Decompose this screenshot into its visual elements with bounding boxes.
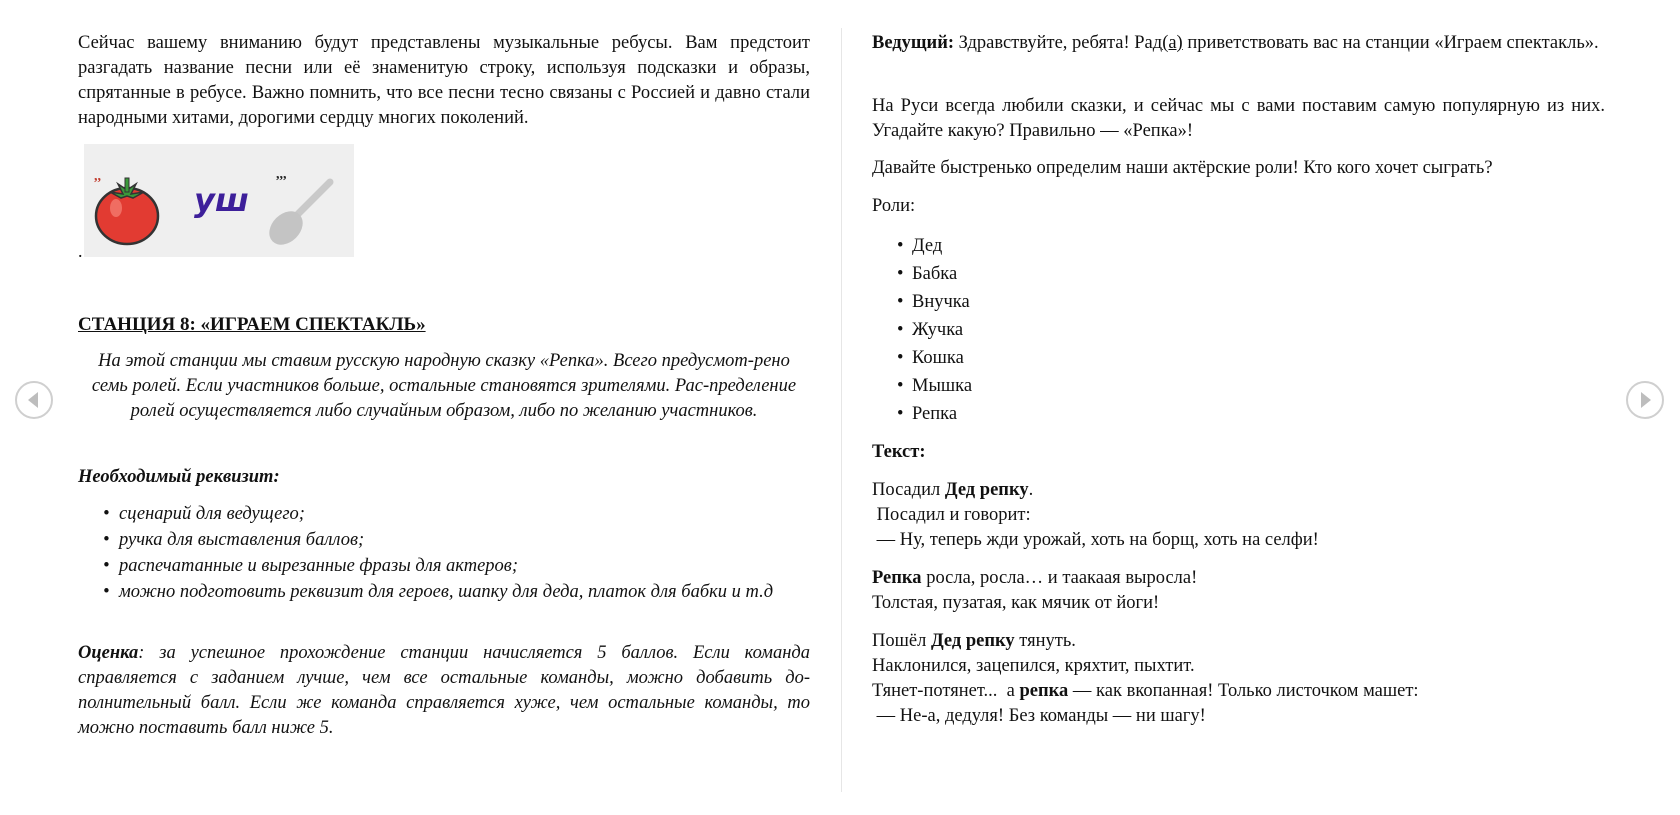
list-item: • можно подготовить реквизит для героев, шапку для деда, платок для бабки и т.д [78,580,810,605]
rebus-image [78,144,354,261]
script-text: Пошёл [872,631,931,651]
station-heading: СТАНЦИЯ 8: «ИГРАЕМ СПЕКТАКЛЬ» [78,314,426,335]
script-line [872,629,1419,654]
requisite-list [78,502,810,606]
script-block-3 [872,629,1419,729]
chevron-right-icon [1628,383,1662,417]
script-text: Тянет-потянет... а [872,681,1020,701]
list-item: • Кошка [872,344,972,372]
script-line: — Ну, теперь жди урожай, хоть на борщ, хоть на селфи! [872,530,1319,550]
chevron-left-icon [17,383,51,417]
script-text: тянуть. [1014,631,1076,651]
fairy-tale-paragraph: На Руси всегда любили сказки, и сейчас мы с вами поставим самую популярную из них. Угадайте какую? Правильно — «Репка»! [872,96,1605,141]
rebus-quote-2: ,,, [276,167,287,182]
script-line: Посадил и говорит: [872,505,1031,525]
script-bold: Дед репку [944,480,1029,500]
script-bold: репка [1019,681,1069,701]
rebus-text: уш [194,181,249,219]
list-item: • ручка для выставления баллов; [78,528,810,553]
intro-paragraph: Сейчас вашему вниманию будут представлены музыкальные ребусы. Вам предстоит разгадать название песни или её знаменитую строку, используя подсказки и образы, спрятанные в ребусе. Важно помнить, что все песни тесно связаны с Россией и давно стали народными хитами, дорогими сердцу многих поколений. [78,33,810,128]
grade-text: : за успешное прохождение станции начисляется 5 баллов. Если команда справляется с заданием лучше, чем все остальные команды, можно добавить до-полнительный балл. Если же команда справляется хуже, чем остальные команды, то можно поставить балл ниже 5. [78,643,810,738]
list-item: • сценарий для ведущего; [78,502,810,527]
requisite-title: Необходимый реквизит: [78,467,280,487]
script-line [872,679,1419,704]
tomato-icon [92,174,162,246]
list-item: • Жучка [872,316,972,344]
script-text: Посадил [872,480,945,500]
roles-title: Роли: [872,196,916,216]
text-title: Текст: [872,442,926,462]
script-bold: Репка [872,568,922,588]
roles-list [872,232,972,428]
spoon-icon [264,170,344,250]
roles-prompt: Давайте быстренько определим наши актёрские роли! Кто кого хочет сыграть? [872,158,1493,178]
host-text-cont: приветствовать вас на станции «Играем спектакль». [1182,33,1599,53]
host-paragraph [872,31,1605,56]
list-item: • Дед [872,232,972,260]
script-block-1 [872,478,1319,553]
script-bold: Дед репку [930,631,1015,651]
script-line: Толстая, пузатая, как мячик от йоги! [872,593,1160,613]
grade-label: Оценка [78,643,139,663]
list-item: • распечатанные и вырезанные фразы для актеров; [78,554,810,579]
rebus-dot: . [78,241,83,261]
rebus-quote-1: ,, [94,169,101,184]
list-item: • Внучка [872,288,972,316]
grade-paragraph [78,641,810,741]
script-line: — Не-а, дедуля! Без команды — ни шагу! [872,706,1206,726]
list-item: • Мышка [872,372,972,400]
list-item: • Репка [872,400,972,428]
host-text: Здравствуйте, ребята! Рад [954,33,1163,53]
list-item: • Бабка [872,260,972,288]
station-description: На этой станции мы ставим русскую народную сказку «Репка». Всего предусмот-рено семь ролей. Если участников больше, остальные становятся зрителями. Рас-пределение ролей осуществляется либо случайным образом, либо по желанию участников. [91,351,797,421]
host-text-underlined: (а) [1162,33,1183,53]
script-text: росла, росла… и таакаая выросла! [921,568,1198,588]
script-text: . [1028,480,1034,500]
script-line: Наклонился, зацепился, кряхтит, пыхтит. [872,656,1195,676]
prev-page-button[interactable] [15,381,53,419]
script-block-2 [872,566,1197,616]
next-page-button[interactable] [1626,381,1664,419]
page-divider [841,28,842,792]
script-text: — как вкопанная! Только листочком машет: [1068,681,1419,701]
script-line [872,566,1197,591]
host-label: Ведущий: [872,33,955,53]
script-line [872,478,1319,503]
